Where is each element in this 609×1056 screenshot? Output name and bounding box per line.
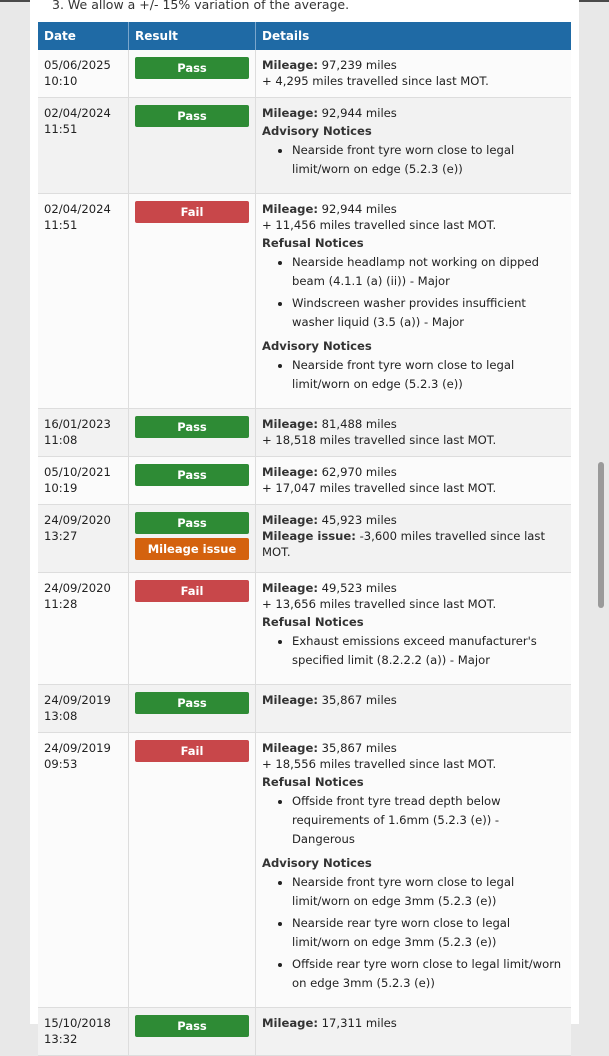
table-row [38, 733, 571, 1008]
cell-details [256, 194, 572, 409]
cell-result [129, 457, 256, 505]
mileage-label: Mileage: [262, 1016, 318, 1030]
cell-result [129, 573, 256, 685]
miles-travelled: + 4,295 miles travelled since last MOT. [262, 74, 489, 88]
test-time: 09:53 [44, 757, 78, 771]
advisory-notice-list [262, 356, 565, 394]
cell-details [256, 50, 572, 98]
cell-details [256, 505, 572, 573]
cell-details [256, 98, 572, 194]
mileage-line [262, 201, 565, 217]
cell-details [256, 457, 572, 505]
cell-result [129, 733, 256, 1008]
test-time: 11:28 [44, 597, 78, 611]
table-row [38, 457, 571, 505]
mileage-value: 97,239 miles [321, 58, 397, 72]
mileage-value: 17,311 miles [321, 1016, 397, 1030]
mileage-label: Mileage: [262, 58, 318, 72]
cell-date [38, 194, 129, 409]
test-date: 16/01/2023 [44, 417, 111, 431]
refusal-notice-list [262, 792, 565, 849]
column-header-details: Details [256, 22, 572, 50]
cell-details [256, 573, 572, 685]
test-date: 24/09/2019 [44, 741, 111, 755]
cell-date [38, 505, 129, 573]
table-row [38, 505, 571, 573]
test-date: 05/06/2025 [44, 58, 111, 72]
scrollbar-thumb[interactable] [598, 462, 604, 608]
cell-details [256, 1008, 572, 1056]
table-row [38, 194, 571, 409]
mileage-issue-label: Mileage issue: [262, 529, 356, 543]
mileage-label: Mileage: [262, 465, 318, 479]
cell-date [38, 573, 129, 685]
cell-date [38, 733, 129, 1008]
cell-result [129, 409, 256, 457]
advisory-notice-list [262, 141, 565, 179]
test-time: 13:08 [44, 709, 78, 723]
test-date: 02/04/2024 [44, 106, 111, 120]
cell-result [129, 50, 256, 98]
cell-result [129, 685, 256, 733]
mileage-value: 62,970 miles [321, 465, 397, 479]
test-date: 15/10/2018 [44, 1016, 111, 1030]
table-row [38, 685, 571, 733]
pass-badge: Pass [135, 57, 249, 79]
table-row [38, 98, 571, 194]
table-row [38, 409, 571, 457]
mileage-line [262, 580, 565, 596]
test-date: 02/04/2024 [44, 202, 111, 216]
mileage-line [262, 512, 565, 528]
table-row [38, 50, 571, 98]
test-time: 13:27 [44, 529, 78, 543]
mot-history-table [38, 22, 571, 1056]
test-date: 24/09/2020 [44, 513, 111, 527]
cell-result [129, 98, 256, 194]
miles-travelled: + 18,518 miles travelled since last MOT. [262, 433, 497, 447]
test-time: 13:32 [44, 1032, 78, 1046]
mileage-value: 35,867 miles [321, 693, 397, 707]
content-panel [30, 0, 579, 1046]
mileage-line [262, 416, 565, 432]
advisory-notice-item: • Nearside front tyre worn close to legal limit/worn on edge (5.2.3 (e)) [292, 141, 565, 179]
cell-details [256, 409, 572, 457]
test-date: 24/09/2019 [44, 693, 111, 707]
advisory-notices-heading: Advisory Notices [262, 124, 372, 138]
cell-date [38, 50, 129, 98]
mileage-line [262, 692, 565, 708]
mileage-value: 92,944 miles [321, 202, 397, 216]
advisory-notice-item: • Offside rear tyre worn close to legal limit/worn on edge 3mm (5.2.3 (e)) [292, 955, 565, 993]
mileage-value: 45,923 miles [321, 513, 397, 527]
refusal-notices-heading: Refusal Notices [262, 615, 364, 629]
test-time: 11:08 [44, 433, 78, 447]
refusal-notice-list [262, 632, 565, 670]
pass-badge: Pass [135, 464, 249, 486]
miles-travelled: + 18,556 miles travelled since last MOT. [262, 757, 497, 771]
mileage-line [262, 57, 565, 73]
cell-details [256, 733, 572, 1008]
cell-details [256, 685, 572, 733]
test-time: 10:10 [44, 74, 78, 88]
advisory-notice-item: • Nearside front tyre worn close to legal limit/worn on edge 3mm (5.2.3 (e)) [292, 873, 565, 911]
cell-result [129, 1008, 256, 1056]
mileage-issue-badge: Mileage issue [135, 538, 249, 560]
variation-note: 3. We allow a +/- 15% variation of the average. [52, 0, 350, 12]
cell-result [129, 194, 256, 409]
column-header-date: Date [38, 22, 129, 50]
mileage-label: Mileage: [262, 581, 318, 595]
refusal-notice-item: • Exhaust emissions exceed manufacturer's specified limit (8.2.2.2 (a)) - Major [292, 632, 565, 670]
cell-result [129, 505, 256, 573]
mileage-value: 92,944 miles [321, 106, 397, 120]
pass-badge: Pass [135, 1015, 249, 1037]
advisory-notice-item: • Nearside front tyre worn close to legal limit/worn on edge (5.2.3 (e)) [292, 356, 565, 394]
mileage-line [262, 740, 565, 756]
mileage-label: Mileage: [262, 417, 318, 431]
fail-badge: Fail [135, 201, 249, 223]
advisory-notices-heading: Advisory Notices [262, 856, 372, 870]
table-row [38, 1008, 571, 1056]
cell-date [38, 1008, 129, 1056]
test-time: 11:51 [44, 122, 78, 136]
refusal-notices-heading: Refusal Notices [262, 775, 364, 789]
table-body [38, 50, 571, 1056]
mileage-issue-value: -3,600 miles travelled since last MOT. [262, 529, 545, 559]
mileage-label: Mileage: [262, 202, 318, 216]
table-row [38, 573, 571, 685]
fail-badge: Fail [135, 740, 249, 762]
cell-date [38, 457, 129, 505]
mileage-line [262, 105, 565, 121]
pass-badge: Pass [135, 512, 249, 534]
test-time: 10:19 [44, 481, 78, 495]
test-date: 24/09/2020 [44, 581, 111, 595]
advisory-notices-heading: Advisory Notices [262, 339, 372, 353]
mileage-value: 35,867 miles [321, 741, 397, 755]
column-header-result: Result [129, 22, 256, 50]
mileage-value: 49,523 miles [321, 581, 397, 595]
refusal-notices-heading: Refusal Notices [262, 236, 364, 250]
mileage-label: Mileage: [262, 741, 318, 755]
miles-travelled: + 13,656 miles travelled since last MOT. [262, 597, 497, 611]
mileage-issue-line [262, 528, 565, 560]
mileage-label: Mileage: [262, 513, 318, 527]
advisory-notice-list [262, 873, 565, 993]
refusal-notice-list [262, 253, 565, 332]
refusal-notice-item: • Offside front tyre tread depth below requirements of 1.6mm (5.2.3 (e)) - Dangerous [292, 792, 565, 849]
mileage-label: Mileage: [262, 693, 318, 707]
cell-date [38, 98, 129, 194]
pass-badge: Pass [135, 105, 249, 127]
cell-date [38, 409, 129, 457]
test-time: 11:51 [44, 218, 78, 232]
miles-travelled: + 17,047 miles travelled since last MOT. [262, 481, 497, 495]
cell-date [38, 685, 129, 733]
mileage-label: Mileage: [262, 106, 318, 120]
refusal-notice-item: • Windscreen washer provides insufficient washer liquid (3.5 (a)) - Major [292, 294, 565, 332]
test-date: 05/10/2021 [44, 465, 111, 479]
mileage-line [262, 1015, 565, 1031]
pass-badge: Pass [135, 416, 249, 438]
advisory-notice-item: • Nearside rear tyre worn close to legal limit/worn on edge 3mm (5.2.3 (e)) [292, 914, 565, 952]
mileage-value: 81,488 miles [321, 417, 397, 431]
mileage-line [262, 464, 565, 480]
miles-travelled: + 11,456 miles travelled since last MOT. [262, 218, 497, 232]
refusal-notice-item: • Nearside headlamp not working on dipped beam (4.1.1 (a) (ii)) - Major [292, 253, 565, 291]
table-header-row [38, 22, 571, 50]
pass-badge: Pass [135, 692, 249, 714]
fail-badge: Fail [135, 580, 249, 602]
